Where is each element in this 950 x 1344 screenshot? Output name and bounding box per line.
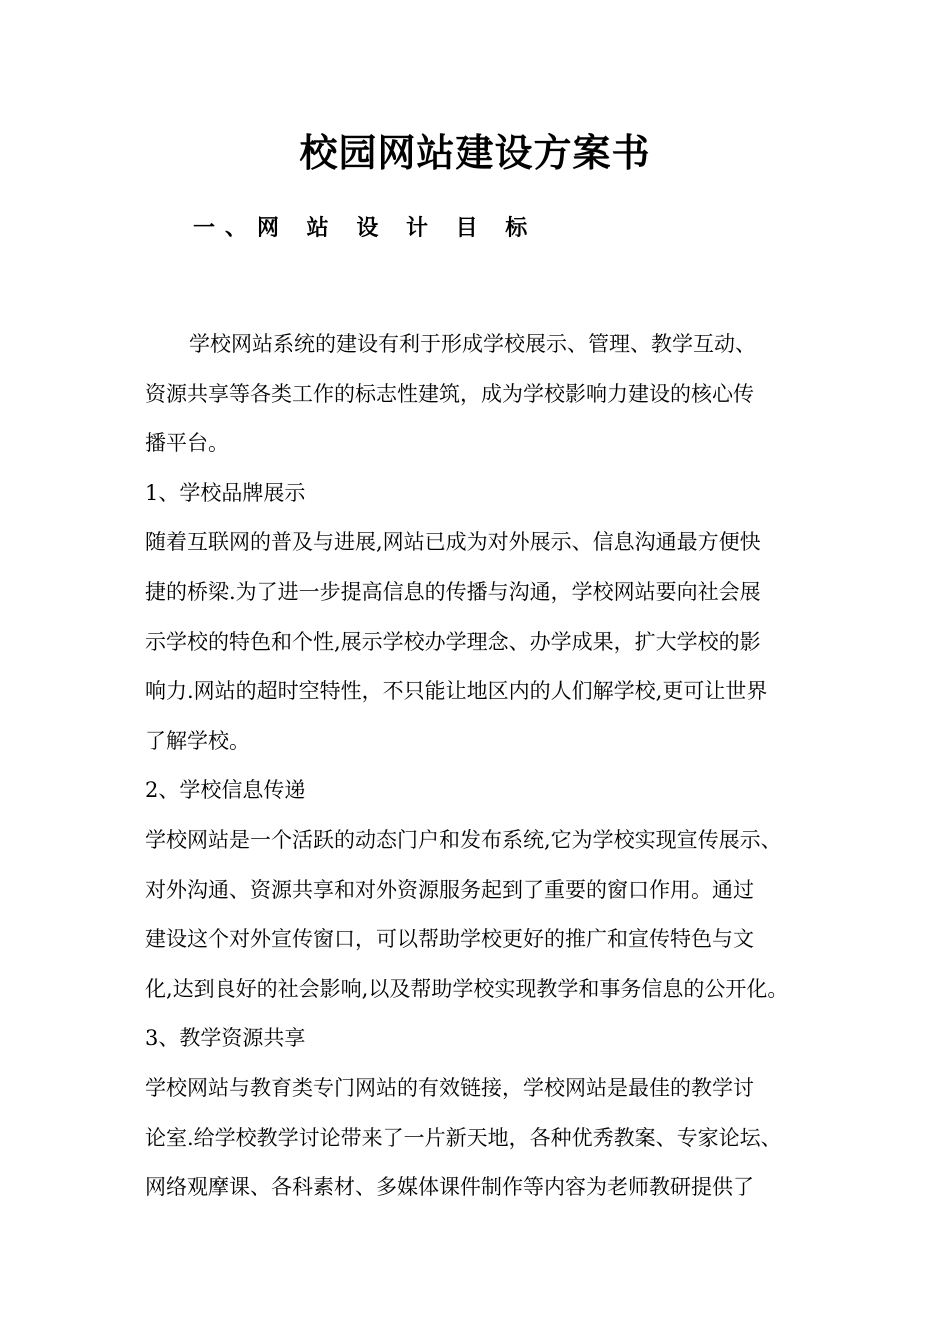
paragraph-line: 网络观摩课、各科素材、多媒体课件制作等内容为老师教研提供了 [145,1175,754,1200]
paragraph-line: 了解学校。 [145,728,250,753]
paragraph-line: 随着互联网的普及与进展,网站已成为对外展示、信息沟通最方便快 [145,530,761,555]
paragraph-line: 论室.给学校教学讨论带来了一片新天地，各种优秀教案、专家论坛、 [145,1125,782,1150]
subheading-info-delivery: 2、学校信息传递 [145,778,306,803]
paragraph-line: 学校网站是一个活跃的动态门户和发布系统,它为学校实现宣传展示、 [145,827,782,852]
subheading-resource-sharing: 3、教学资源共享 [145,1026,306,1051]
document-title: 校园网站建设方案书 [299,130,651,175]
paragraph-line: 对外沟通、资源共享和对外资源服务起到了重要的窗口作用。通过 [145,877,754,902]
subheading-brand-display: 1、学校品牌展示 [145,480,306,505]
paragraph-line: 播平台。 [145,431,229,456]
paragraph-line: 学校网站与教育类专门网站的有效链接，学校网站是最佳的教学讨 [145,1075,754,1100]
paragraph-line: 示学校的特色和个性,展示学校办学理念、办学成果，扩大学校的影 [145,629,761,654]
body-text [145,320,825,1213]
paragraph-line: 化,达到良好的社会影响,以及帮助学校实现教学和事务信息的公开化。 [145,976,789,1001]
paragraph-line: 学校网站系统的建设有利于形成学校展示、管理、教学互动、 [189,332,756,356]
section-heading: 一、网 站 设 计 目 标 [193,215,538,241]
paragraph-line: 资源共享等各类工作的标志性建筑，成为学校影响力建设的核心传 [145,381,754,406]
paragraph-line: 响力.网站的超时空特性，不只能让地区内的人们解学校,更可让世界 [145,679,768,704]
paragraph-line: 建设这个对外宣传窗口，可以帮助学校更好的推广和宣传特色与文 [145,927,754,952]
paragraph-line: 捷的桥梁.为了进一步提高信息的传播与沟通，学校网站要向社会展 [145,579,761,604]
